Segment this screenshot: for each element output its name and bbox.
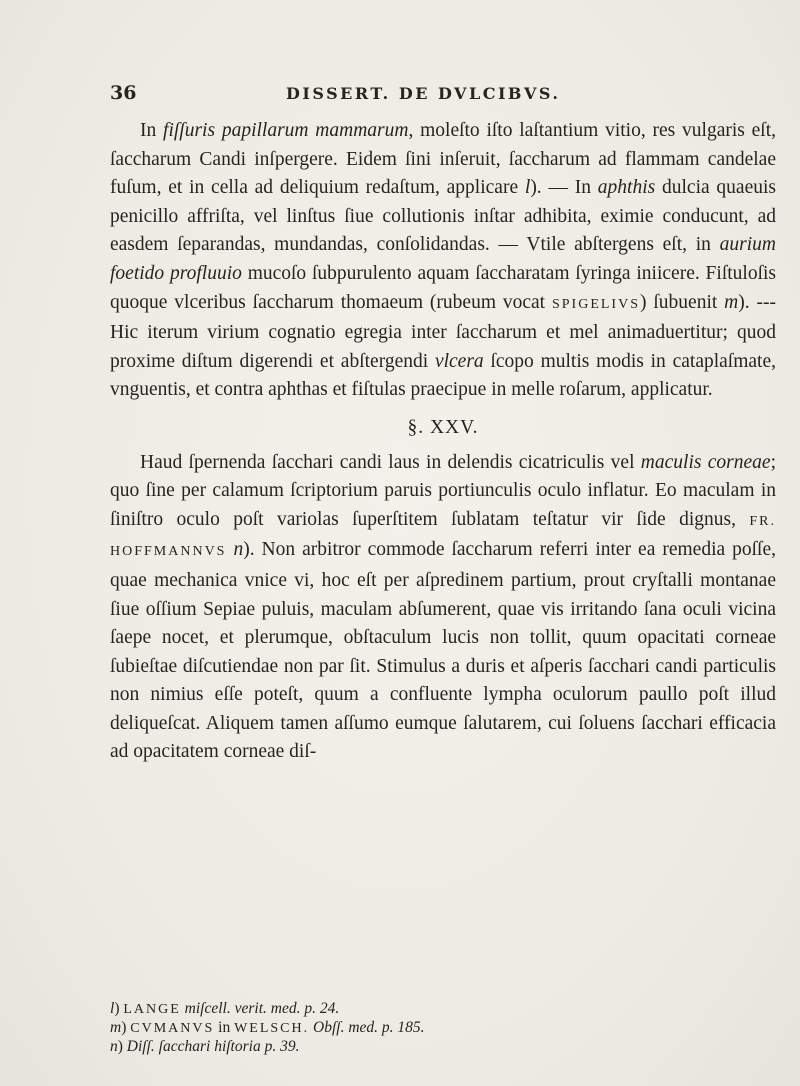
- author-name: WELSCH.: [234, 1021, 310, 1036]
- footnote: n) Diſſ. ſacchari hiſtoria p. 39.: [110, 1038, 300, 1055]
- text: dulcia quaeuis penicillo affriſta, vel linſtus ſiue collutionis inſtar adhibita, eximie conducunt, ad easdem ſeparandas, mundandas, conſolidandas. — Vtile abſtergens eſt, in: [110, 177, 776, 256]
- footnote-ref: m: [724, 291, 739, 313]
- page-header: [110, 82, 710, 112]
- italic-phrase: aurium foetido profluuio: [110, 234, 776, 284]
- author-name: CVMANVS: [130, 1021, 215, 1036]
- italic-phrase: maculis corneae: [640, 451, 771, 473]
- italic-phrase: vlcera: [434, 350, 484, 372]
- citation: miſcell. verit. med. p. 24.: [180, 1000, 340, 1017]
- author-name: SPIGELIVS: [551, 296, 640, 312]
- italic-phrase: fiſſuris papillarum mammarum: [163, 120, 409, 141]
- footnote-ref: n: [226, 539, 244, 561]
- footnote-mark: l: [110, 1000, 115, 1017]
- citation: Diſſ. ſacchari hiſtoria p. 39.: [126, 1038, 300, 1055]
- author-name: LANGE: [123, 1002, 181, 1017]
- body-text: [110, 117, 776, 767]
- footnote-mark: n: [110, 1038, 118, 1055]
- page-number: 36: [110, 82, 137, 104]
- text: , moleſto iſto laſtantium vitio, res vulgaris eſt, ſaccharum Candi inſpergere. Eidem ſini inſeruit, ſaccharum ad flammam candelae fuſum, et in cella ad deliquium redaſtum, applicare: [110, 120, 776, 199]
- text: ). Non arbitror commode ſaccharum referri inter ea remedia poſſe, quae mechanica vnice vi, hoc eſt per aſpredinem partium, prout cryſtalli montanae ſiue oſſium Sepiae puluis, maculam abſumerent, quae vis irritando ſana oculi vicina ſaepe nocet, et plerumque, obſtaculum lucis non tollit, quum opacitati corneae ſubieſtae diſcutiendae non par ſit. Stimulus a duris et aſperis ſacchari candi particulis non nimius eſſe poteſt, quum a confluente lympha oculorum paullo poſt illud deliqueſcat. Aliquem tamen aſſumo eumque ſalutarem, cui ſoluens ſacchari efficacia ad opacitatem corneae diſ-: [110, 539, 776, 763]
- text: in: [214, 1019, 235, 1036]
- text: ; quo ſine per calamum ſcriptorium paruis portiunculis oculo inflatur. Eo maculam in ſiniſtro oculo poſt variolas ſuperſtitem ſublatam teſtatur vir ſide dignus,: [110, 451, 776, 530]
- text: ). — In: [530, 177, 598, 199]
- running-head: DISSERT. DE DVLCIBVS.: [286, 84, 561, 103]
- paragraph: [110, 449, 776, 768]
- italic-phrase: aphthis: [597, 177, 656, 199]
- footnote: m) CVMANVS in WELSCH. Obſſ. med. p. 185.: [110, 1019, 425, 1036]
- text: Haud ſpernenda ſacchari candi laus in delendis cicatriculis vel: [140, 451, 641, 473]
- paragraph: [110, 117, 776, 405]
- footnotes: [110, 1000, 710, 1056]
- footnote-mark: m: [110, 1019, 122, 1036]
- text: ). --- Hic iterum virium cognatio egregia inter ſaccharum et mel animaduertitur; quod proxime diſtum digerendi et abſtergendi: [110, 291, 776, 372]
- footnote: l) LANGE miſcell. verit. med. p. 24.: [110, 1000, 340, 1017]
- author-name: FR. HOFFMANNVS: [110, 513, 776, 560]
- footnote-ref: l: [524, 177, 531, 199]
- text: ſcopo multis modis in cataplaſmate, vnguentis, et contra aphthas et fiſtulas praecipue in melle roſarum, applicatur.: [110, 350, 776, 401]
- citation: Obſſ. med. p. 185.: [313, 1019, 425, 1036]
- text: ) ſubuenit: [640, 291, 725, 313]
- text: mucoſo ſubpurulento aquam ſaccharatam ſyringa iniicere. Fiſtuloſis quoque vlceribus ſaccharum thomaeum (rubeum vocat: [110, 262, 776, 313]
- text: In: [140, 120, 164, 141]
- section-heading: §. XXV.: [407, 416, 479, 438]
